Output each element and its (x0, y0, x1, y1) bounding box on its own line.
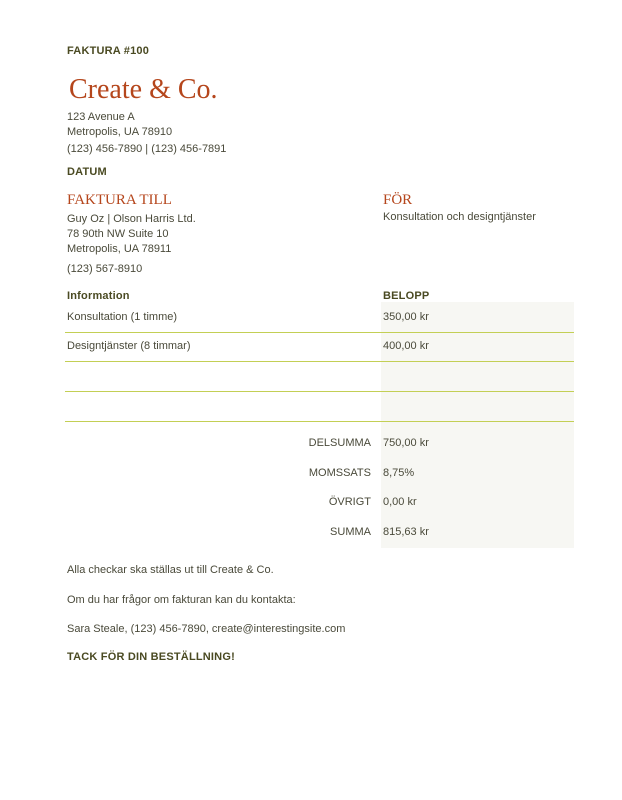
table-row (65, 362, 574, 392)
row-description: Konsultation (1 timme) (67, 311, 178, 323)
bill-to-line1: Guy Oz | Olson Harris Ltd. (67, 213, 196, 225)
subtotal-label: DELSUMMA (308, 437, 371, 449)
column-header-amount: BELOPP (383, 290, 430, 302)
company-address (67, 110, 172, 140)
other-label: ÖVRIGT (328, 496, 371, 508)
table-row (65, 332, 574, 362)
row-amount: 350,00 kr (383, 311, 429, 323)
for-description: Konsultation och designtjänster (383, 211, 536, 223)
date-label: DATUM (67, 166, 107, 178)
bill-to-address (67, 212, 196, 257)
thank-you-message: TACK FÖR DIN BESTÄLLNING! (67, 651, 235, 663)
company-name: Create & Co. (69, 74, 218, 105)
company-address-line1: 123 Avenue A (67, 111, 135, 123)
other-value: 0,00 kr (383, 496, 417, 508)
company-address-line2: Metropolis, UA 78910 (67, 126, 173, 138)
checks-note: Alla checkar ska ställas ut till Create & Co. (67, 564, 274, 576)
for-heading: FÖR (383, 192, 413, 208)
subtotal-value: 750,00 kr (383, 437, 429, 449)
total-label: SUMMA (330, 526, 371, 538)
bill-to-line2: 78 90th NW Suite 10 (67, 228, 169, 240)
column-header-information: Information (67, 290, 130, 302)
contact-info: Sara Steale, (123) 456-7890, create@interestingsite.com (67, 623, 346, 635)
table-row (65, 392, 574, 422)
company-phone: (123) 456-7890 | (123) 456-7891 (67, 143, 227, 155)
row-description: Designtjänster (8 timmar) (67, 340, 191, 352)
total-value: 815,63 kr (383, 526, 429, 538)
bill-to-heading: FAKTURA TILL (67, 192, 172, 208)
table-row (65, 303, 574, 333)
tax-rate-label: MOMSSATS (308, 467, 371, 479)
row-amount: 400,00 kr (383, 340, 429, 352)
tax-rate-value: 8,75% (383, 467, 415, 479)
bill-to-phone: (123) 567-8910 (67, 263, 143, 275)
questions-note: Om du har frågor om fakturan kan du kontakta: (67, 594, 296, 606)
invoice-number: FAKTURA #100 (67, 45, 150, 57)
bill-to-line3: Metropolis, UA 78911 (67, 243, 172, 255)
